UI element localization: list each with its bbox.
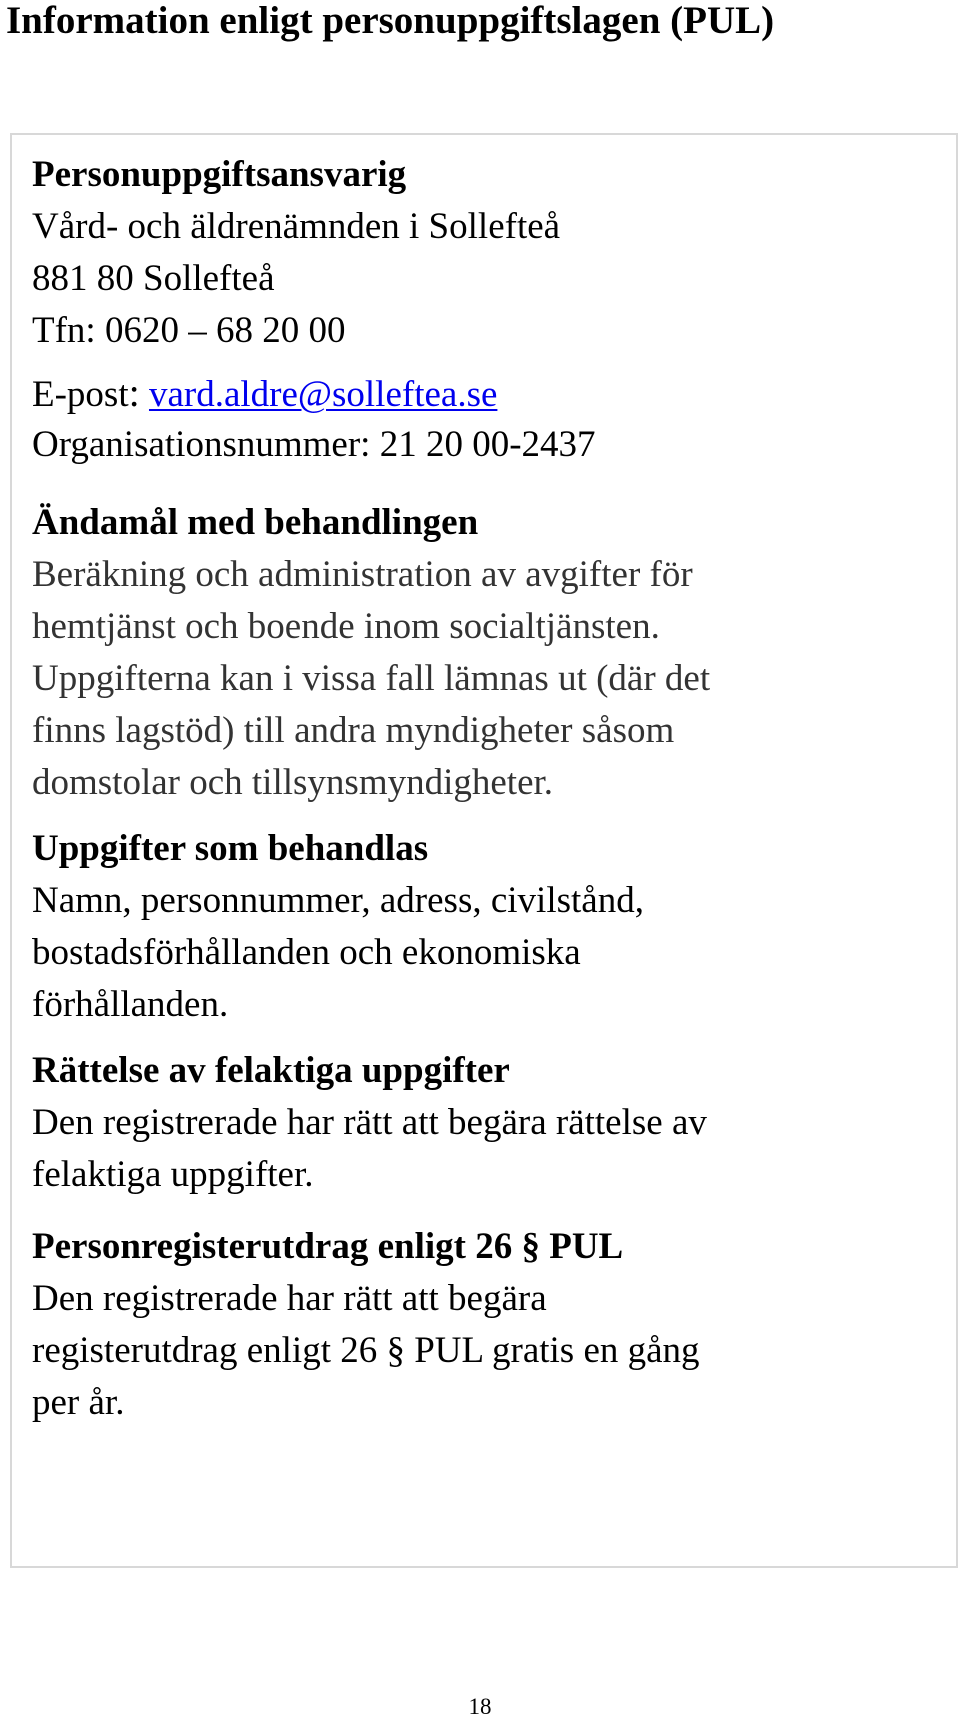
extract-line: registerutdrag enligt 26 § PUL gratis en gång	[32, 1330, 700, 1371]
purpose-line: finns lagstöd) till andra myndigheter såsom	[32, 710, 675, 751]
email-link[interactable]: vard.aldre@solleftea.se	[148, 374, 498, 415]
pul-info-box	[10, 133, 958, 1568]
controller-heading: Personuppgiftsansvarig	[32, 154, 407, 195]
extract-heading: Personregisterutdrag enligt 26 § PUL	[32, 1226, 624, 1267]
org-number: Organisationsnummer: 21 20 00-2437	[32, 424, 596, 465]
controller-email-row	[32, 371, 497, 417]
extract-line: Den registrerade har rätt att begära	[32, 1278, 547, 1319]
email-label: E-post	[32, 374, 129, 415]
data-processed-line: Namn, personnummer, adress, civilstånd,	[32, 880, 644, 921]
purpose-line: Uppgifterna kan i vissa fall lämnas ut (där det	[32, 658, 711, 699]
controller-postal-address: 881 80 Sollefteå	[32, 258, 275, 299]
purpose-line: hemtjänst och boende inom socialtjänsten.	[32, 606, 660, 647]
controller-phone: Tfn: 0620 – 68 20 00	[32, 310, 346, 351]
purpose-line: Beräkning och administration av avgifter för	[32, 554, 693, 595]
page-number: 18	[468, 1694, 492, 1719]
page-title: Information enligt personuppgiftslagen (PUL)	[6, 0, 775, 42]
purpose-heading: Ändamål med behandlingen	[32, 502, 479, 543]
correction-line: Den registrerade har rätt att begära rättelse av	[32, 1102, 707, 1143]
correction-heading: Rättelse av felaktiga uppgifter	[32, 1050, 510, 1091]
data-processed-heading: Uppgifter som behandlas	[32, 828, 429, 869]
correction-line: felaktiga uppgifter.	[32, 1154, 314, 1195]
purpose-line: domstolar och tillsynsmyndigheter.	[32, 762, 554, 803]
data-processed-line: förhållanden.	[32, 984, 229, 1025]
controller-name: Vård- och äldrenämnden i Sollefteå	[32, 206, 561, 247]
data-processed-line: bostadsförhållanden och ekonomiska	[32, 932, 581, 973]
email-colon: :	[128, 370, 140, 415]
extract-line: per år.	[32, 1382, 125, 1423]
